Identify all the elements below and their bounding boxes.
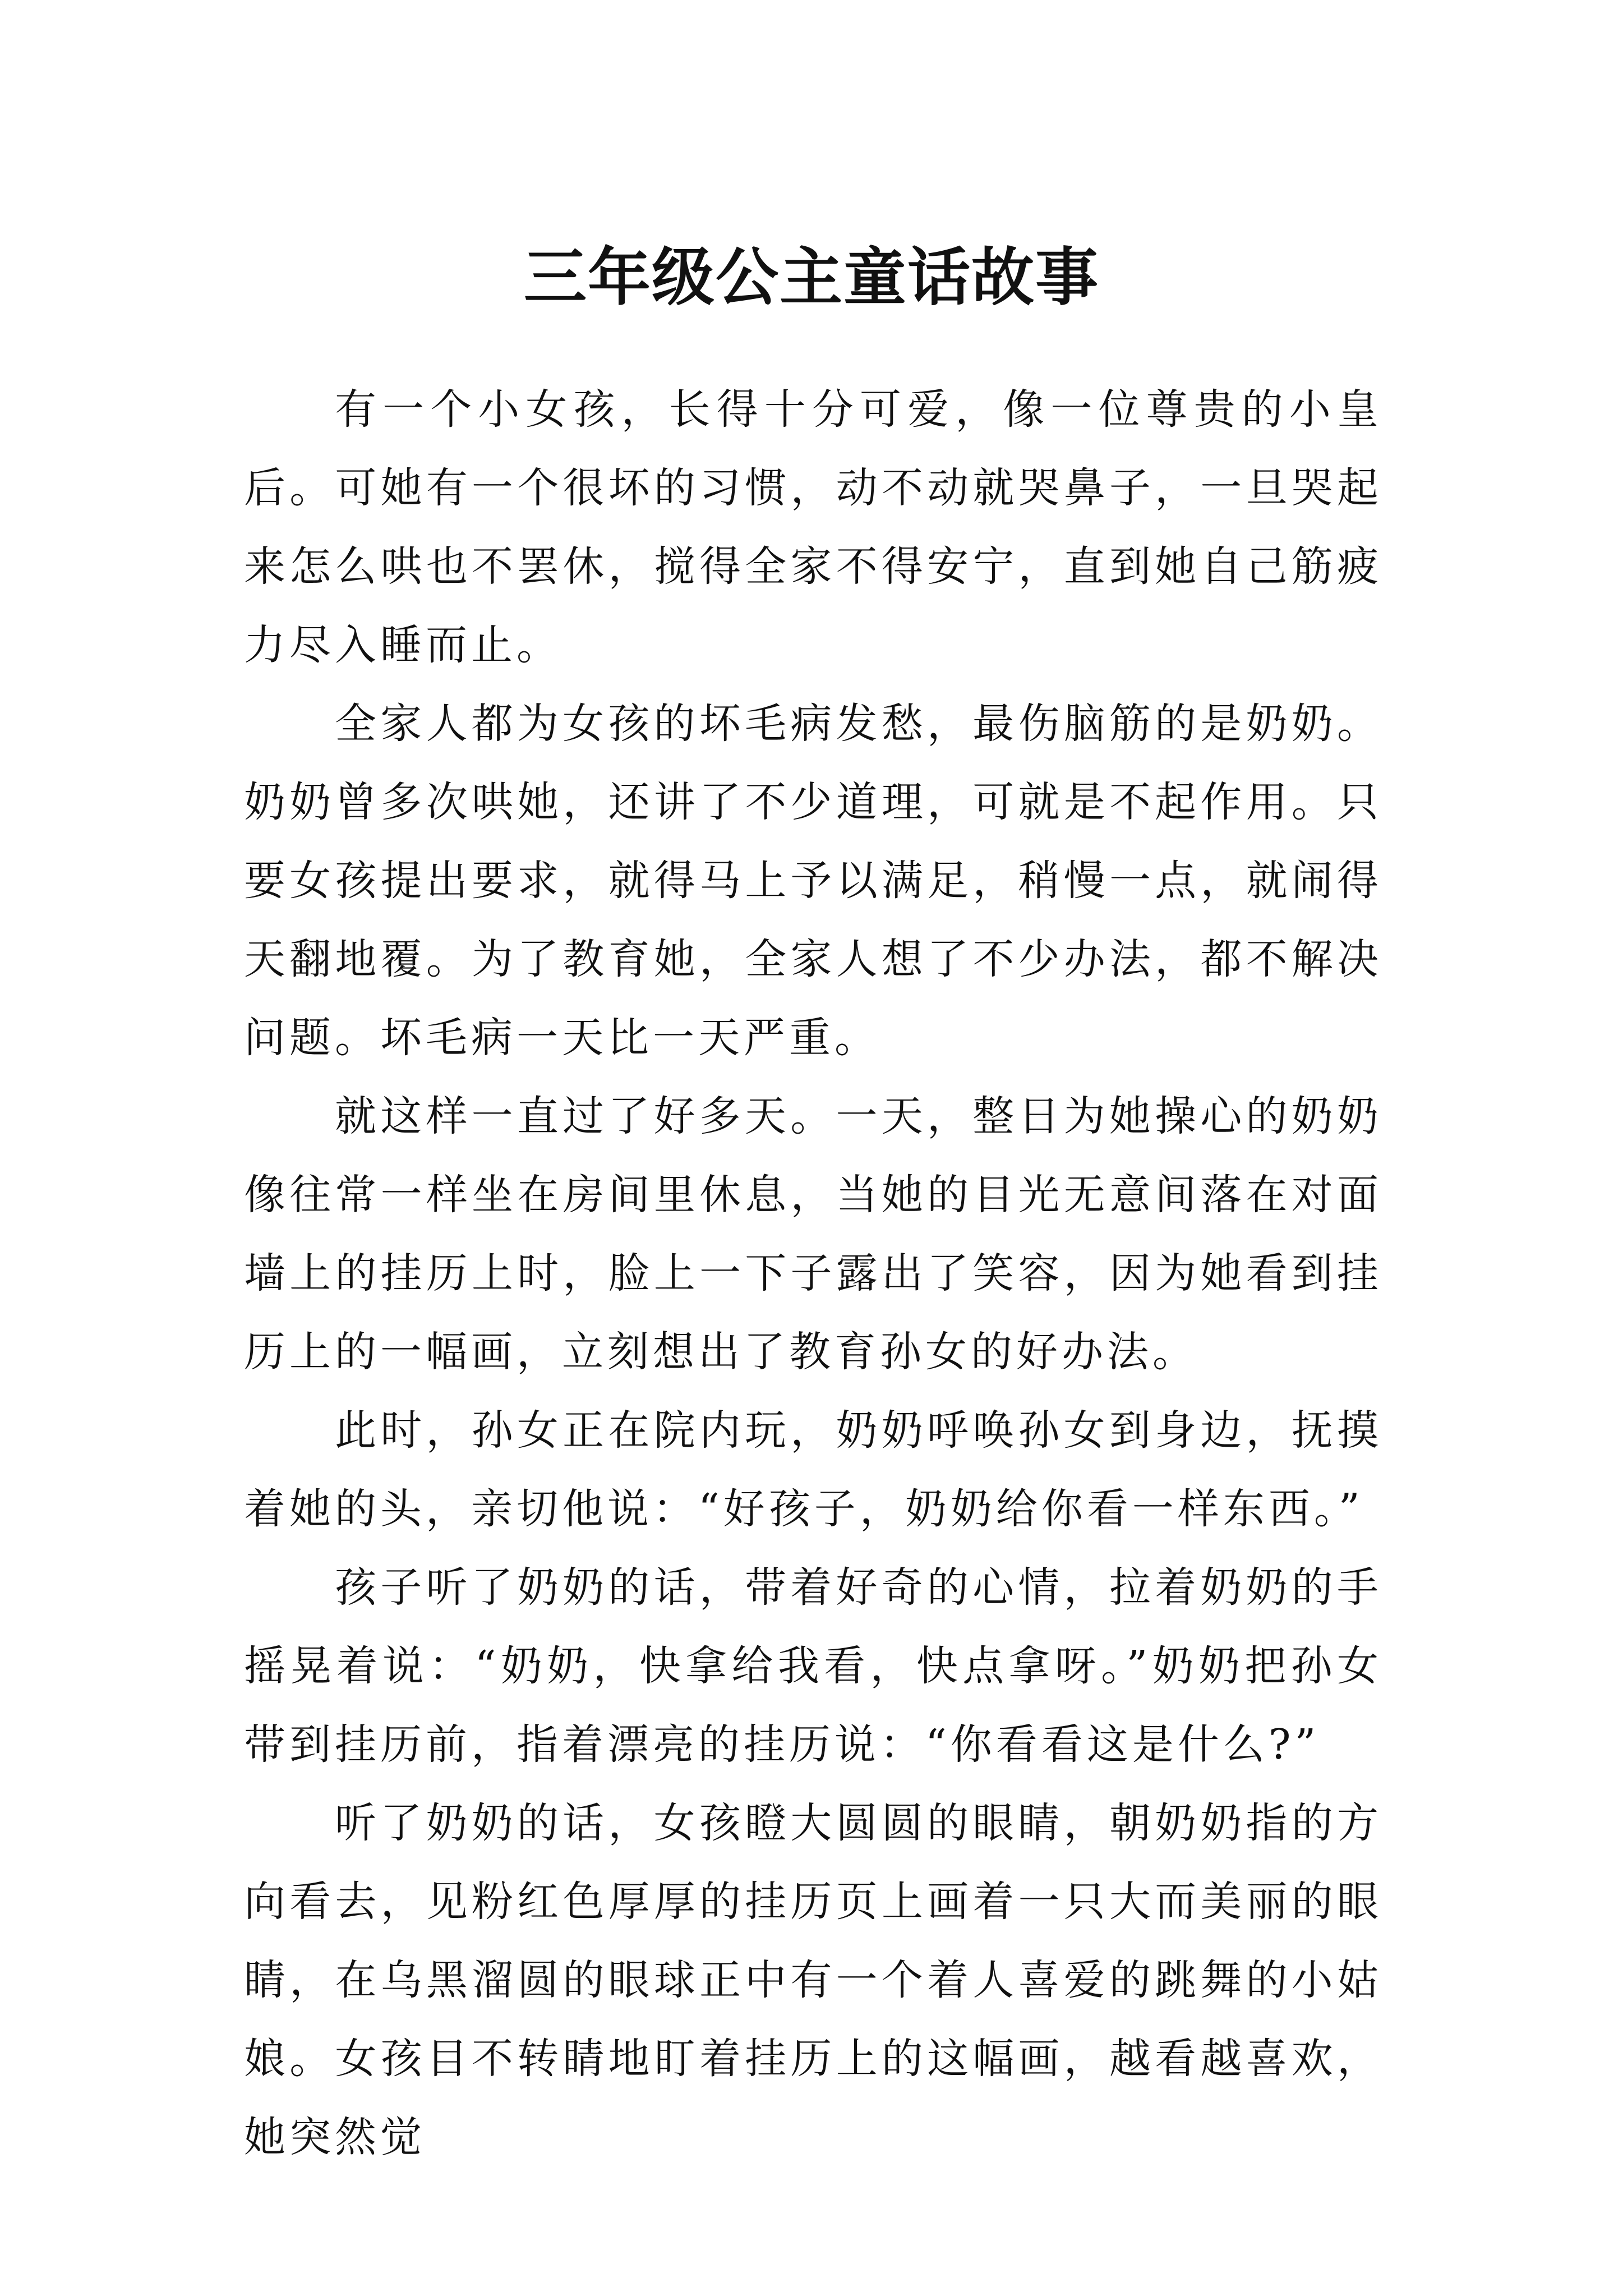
paragraph-5: 孩子听了奶奶的话，带着好奇的心情，拉着奶奶的手摇晃着说：“奶奶，快拿给我看，快点拿呀。”奶奶把孙女带到挂历前，指着漂亮的挂历说：“你看看这是什么?” <box>244 1563 1382 1769</box>
story-body <box>244 370 1382 2177</box>
paragraph-3: 就这样一直过了好多天。一天，整日为她操心的奶奶像往常一样坐在房间里休息，当她的目光无意间落在对面墙上的挂历上时，脸上一下子露出了笑容，因为她看到挂历上的一幅画，立刻想出了教育孙女的好办法。 <box>244 1092 1382 1376</box>
paragraph-1: 有一个小女孩，长得十分可爱，像一位尊贵的小皇后。可她有一个很坏的习惯，动不动就哭鼻子，一旦哭起来怎么哄也不罢休，搅得全家不得安宁，直到她自己筋疲力尽入睡而止。 <box>244 385 1382 669</box>
paragraph-6: 听了奶奶的话，女孩瞪大圆圆的眼睛，朝奶奶指的方向看去，见粉红色厚厚的挂历页上画着一只大而美丽的眼睛，在乌黑溜圆的眼球正中有一个着人喜爱的跳舞的小姑娘。女孩目不转睛地盯着挂历上的这幅画，越看越喜欢，她突然觉 <box>244 1799 1382 2161</box>
document-title: 三年级公主童话故事 <box>524 241 1099 315</box>
paragraph-4: 此时，孙女正在院内玩，奶奶呼唤孙女到身边，抚摸着她的头，亲切他说：“好孩子，奶奶给你看一样东西。” <box>244 1406 1382 1533</box>
paragraph-2: 全家人都为女孩的坏毛病发愁，最伤脑筋的是奶奶。奶奶曾多次哄她，还讲了不少道理，可就是不起作用。只要女孩提出要求，就得马上予以满足，稍慢一点，就闹得天翻地覆。为了教育她，全家人想了不少办法，都不解决问题。坏毛病一天比一天严重。 <box>244 700 1382 1062</box>
